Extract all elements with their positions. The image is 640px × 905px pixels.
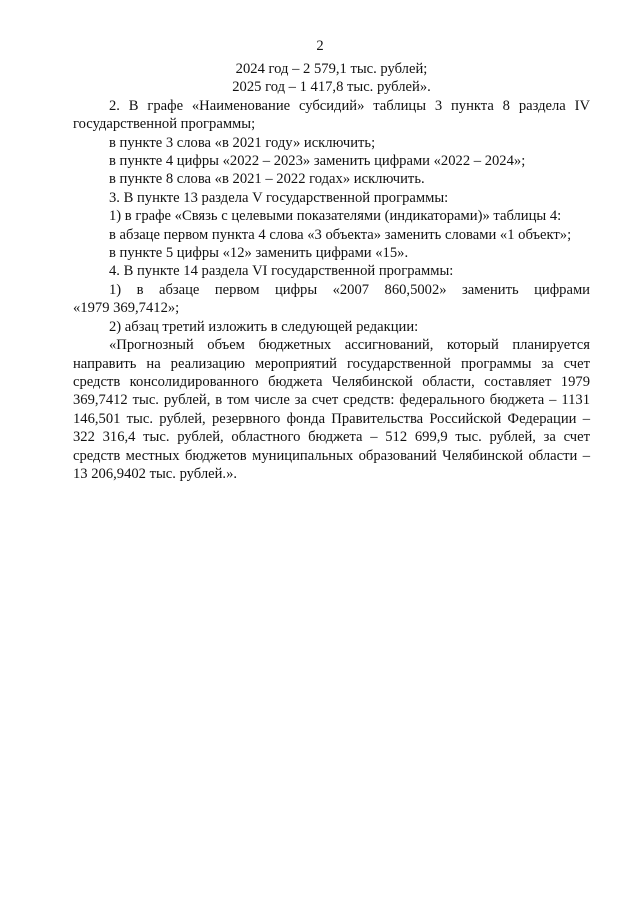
- paragraph-item-3-point-5: в пункте 5 цифры «12» заменить цифрами «15».: [109, 245, 409, 262]
- paragraph-point-3: в пункте 3 слова «в 2021 году» исключить;: [109, 134, 376, 151]
- paragraph-item-4: 4. В пункте 14 раздела VI государственной программы:: [109, 263, 454, 280]
- paragraph-item-4-sub-2: 2) абзац третий изложить в следующей редакции:: [109, 318, 419, 335]
- paragraph-forecast-budget: «Прогнозный объем бюджетных ассигнований, который планируется направить на реализацию мероприятий государственной программы за счет средств консолидированного бюджета Челябинской области, составляет 1979 369,7412 тыс. рублей, в том числе за счет средств: федерального бюджета – 1131 146,501 тыс. рублей, резервного фонда Правительства Российской Федерации – 322 316,4 тыс. рублей, областного бюджета – 512 699,9 тыс. рублей, за счет средств местных бюджетов муниципальных образований Челябинской области – 13 206,9402 тыс. рублей.».: [73, 337, 590, 482]
- paragraph-item-3-point-4: в абзаце первом пункта 4 слова «3 объекта» заменить словами «1 объект»;: [109, 226, 572, 243]
- paragraph-2025-amount: 2025 год – 1 417,8 тыс. рублей».: [232, 79, 431, 96]
- paragraph-item-4-sub-1: 1) в абзаце первом цифры «2007 860,5002» заменить цифрами: [109, 281, 590, 298]
- paragraph-2024-amount: 2024 год – 2 579,1 тыс. рублей;: [235, 61, 428, 77]
- paragraph-item-4-sub-1-continued: «1979 369,7412»;: [73, 300, 180, 317]
- paragraph-point-4: в пункте 4 цифры «2022 – 2023» заменить цифрами «2022 – 2024»;: [109, 153, 526, 170]
- page-number: 2: [316, 38, 324, 54]
- document-body: [73, 60, 590, 483]
- paragraph-item-3: 3. В пункте 13 раздела V государственной программы:: [109, 189, 449, 206]
- paragraph-point-8: в пункте 8 слова «в 2021 – 2022 годах» исключить.: [109, 171, 425, 188]
- paragraph-item-2: 2. В графе «Наименование субсидий» таблицы 3 пункта 8 раздела IV государственной программы;: [73, 97, 590, 133]
- paragraph-item-3-sub-1: 1) в графе «Связь с целевыми показателями (индикаторами)» таблицы 4:: [109, 208, 562, 225]
